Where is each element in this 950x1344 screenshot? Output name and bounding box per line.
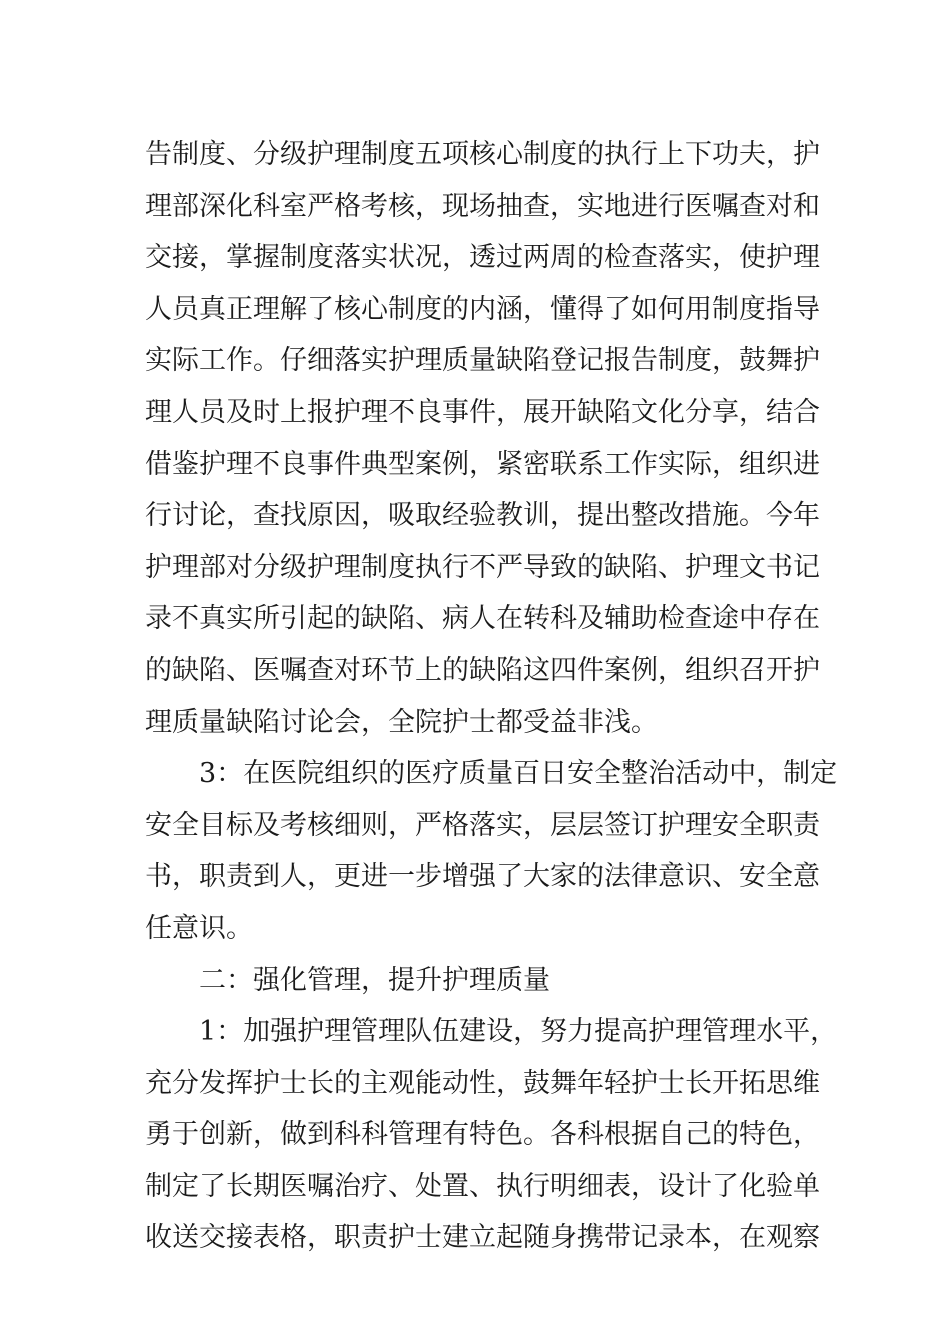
text-line: 人员真正理解了核心制度的内涵，懂得了如何用制度指导: [145, 293, 820, 325]
text-line: 书，职责到人，更进一步增强了大家的法律意识、安全意: [145, 861, 820, 893]
section-heading: 二：强化管理，提升护理质量: [199, 964, 550, 996]
text-line: 1：加强护理管理队伍建设，努力提高护理管理水平，: [199, 1016, 838, 1048]
text-line: 交接，掌握制度落实状况，透过两周的检查落实，使护理: [145, 242, 820, 274]
text-line: 理部深化科室严格考核，现场抽查，实地进行医嘱查对和: [145, 190, 820, 222]
text-line: 告制度、分级护理制度五项核心制度的执行上下功夫，护: [145, 139, 820, 170]
text-line: 的缺陷、医嘱查对环节上的缺陷这四件案例，组织召开护: [145, 654, 820, 686]
text-line: 制定了长期医嘱治疗、处置、执行明细表，设计了化验单: [145, 1170, 820, 1202]
text-line: 实际工作。仔细落实护理质量缺陷登记报告制度，鼓舞护: [145, 345, 820, 377]
text-line: 理人员及时上报护理不良事件，展开缺陷文化分享，结合: [145, 396, 820, 428]
text-line: 收送交接表格，职责护士建立起随身携带记录本，在观察: [145, 1222, 820, 1254]
text-line: 理质量缺陷讨论会，全院护士都受益非浅。: [145, 706, 658, 738]
text-line: 安全目标及考核细则，严格落实，层层签订护理安全职责: [145, 809, 820, 841]
document-body: [145, 129, 838, 1264]
text-line: 3：在医院组织的医疗质量百日安全整治活动中，制定: [199, 758, 838, 790]
text-line: 借鉴护理不良事件典型案例，紧密联系工作实际，组织进: [145, 448, 820, 480]
text-line: 行讨论，查找原因，吸取经验教训，提出整改措施。今年: [145, 500, 820, 532]
text-line: 录不真实所引起的缺陷、病人在转科及辅助检查途中存在: [145, 603, 820, 635]
text-line: 充分发挥护士长的主观能动性，鼓舞年轻护士长开拓思维: [145, 1067, 820, 1099]
text-line: 勇于创新，做到科科管理有特色。各科根据自己的特色，: [145, 1119, 820, 1151]
text-line: 任意识。: [145, 912, 253, 944]
text-line: 护理部对分级护理制度执行不严导致的缺陷、护理文书记: [145, 551, 820, 583]
